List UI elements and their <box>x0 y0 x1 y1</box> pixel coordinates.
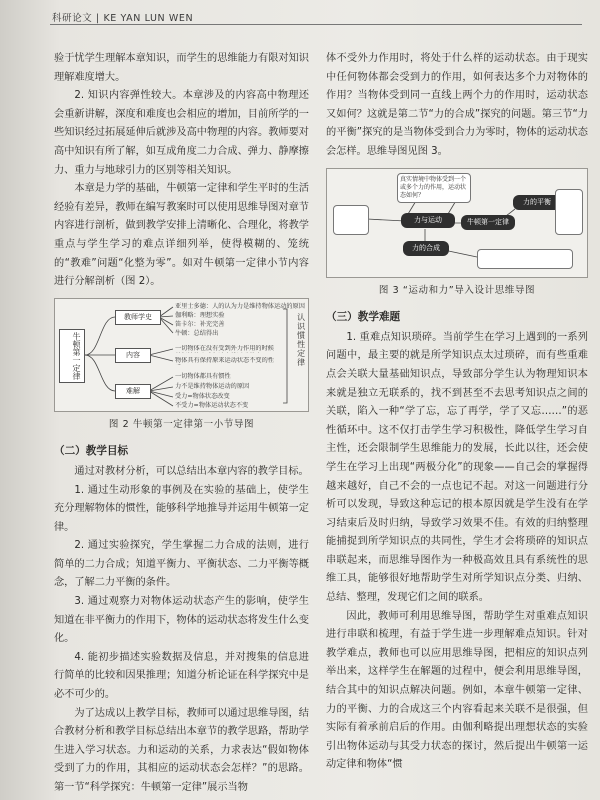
question-note: 真实情境中物体受到一个或多个力的作用，运动状态如何？ <box>397 173 471 203</box>
running-header: 科研论文 | KE YAN LUN WEN <box>52 13 194 24</box>
center-node: 力与运动 <box>401 213 455 228</box>
branch-node: 牛顿第一定律 <box>461 215 515 230</box>
leaf-text: 一切物体在没有受到外力作用的时候 <box>175 344 274 352</box>
note-box <box>333 205 369 235</box>
figure-caption: 图 3 “运动和力”导入设计思维导图 <box>378 284 536 296</box>
figure-2-mindmap <box>54 298 309 412</box>
paragraph: 体不受外力作用时，将处于什么样的运动状态。由于现实中任何物体都会受到力的作用，如何表达多个力对物体的作用？当物体受到同一直线上两个力的作用时，运动状态又如何？这就是第二节“力的合成”探究的问题。第三节“力的平衡”探究的是当物体受到合力为零时，物体的运动状态会怎样。思维导图见图 3。 <box>326 53 588 157</box>
paragraph: 2. 知识内容弹性较大。本章涉及的内容高中物理还会重新讲解，深度和难度也会相应的增加，目前所学的一些知识经过拓展延伸后就涉及高中物理的内容。教师要对高中知识有所了解，如互成角度二力合成、弹力、静摩擦力、重力与地球引力的区别等相关知识。 <box>54 90 309 176</box>
branch-node: 教师学史 <box>115 310 161 325</box>
branch-node: 力的合成 <box>403 241 449 256</box>
note-box <box>477 249 573 269</box>
figure-3-mindmap <box>326 168 588 278</box>
note-box <box>555 189 583 235</box>
paragraph: 3. 通过观察力对物体运动状态产生的影响，使学生知道在非平衡力的作用下，物体的运动状态将发生什么变化。 <box>54 596 309 645</box>
leaf-text: 笛卡尔：补充完善 <box>175 320 225 328</box>
paragraph: 1. 重难点知识琐碎。当前学生在学习上遇到的一系列问题中，最主要的就是所学知识点太过琐碎，而有些重难点会关联大量基础知识点，导致部分学生认为物理知识本来就是独立无联系的，找不到甚至不去思考知识点之间的关联，陷入一种“学了忘，忘了再学，学了又忘……”的恶性循环中。这不仅打击学生学习积极性，降低学生学习自主性，还会限制学生思维能力的发展，长此以往，还会使学生在学习上出现“两极分化”的现象——自己会的掌握得越来越好，自己不会的一点也记不起。对这一问题进行分析可以发现，导致这种忘记的根本原因就是学生没有在学习结束后及时归纳，导致学习效果不佳。有效的归纳整理能捕捉到所学知识点的共同性，学生才会将琐碎的知识点串联起来，而思维导图作为一种极高效且具有系统性的思维工具，能够很好地帮助学生对所学知识点分类、归纳、总结、整理，发现它们之间的联系。 <box>326 331 588 604</box>
paragraph: 2. 通过实验探究，学生掌握二力合成的法则，进行简单的二力合成；知道平衡力、平衡状态、二力平衡等概念，了解二力平衡的条件。 <box>54 540 309 589</box>
leaf-text: 牛顿：总结得出 <box>175 329 219 337</box>
right-column <box>326 50 588 775</box>
leaf-text: 物体具有保持原来运动状态不变的性 <box>175 356 274 364</box>
side-label: 认识惯性定律 <box>296 312 306 367</box>
branch-node: 内容 <box>115 348 151 363</box>
branch-node: 难解 <box>115 384 151 399</box>
branch-node: 力的平衡 <box>513 195 561 210</box>
paragraph: 1. 通过生动形象的事例及在实验的基础上，使学生充分理解物体的惯性，能够科学地推导并运用牛顿第一定律。 <box>54 484 309 533</box>
left-column <box>54 50 309 798</box>
paragraph: 为了达成以上教学目标，教师可以通过思维导图，结合教材分析和教学目标总结出本章节的教学思路，帮助学生进入学习状态。力和运动的关系，力求表达“假如物体受到了力的作用，其相应的运动状态会怎样？”的思路。第一节“科学探究：牛顿第一定律”展示当物 <box>54 707 309 793</box>
paragraph: 因此，教师可利用思维导图，帮助学生对重难点知识进行串联和梳理，有益于学生进一步理解难点知识。针对教学难点，教师也可以应用思维导图，把相应的知识点列举出来，这样学生在解题的过程中，便会利用思维导图，结合其中的知识点解决问题。例如，本章牛顿第一定律、力的平衡、力的合成这三个内容看起来关联不是很强，但实际有着承前启后的作用。由伽利略提出理想状态的实验引出物体运动与其受力状态的探讨，然后提出牛顿第一运动定律和物体“惯 <box>326 610 588 771</box>
leaf-text: 受力=物体状态改变 <box>175 392 230 400</box>
leaf-text: 力不是维持物体运动的原因 <box>175 382 250 390</box>
section-heading: （二）教学目标 <box>54 445 129 458</box>
section-heading: （三）教学难题 <box>326 311 401 324</box>
root-node: 牛顿第一定律 <box>59 329 85 383</box>
leaf-text: 亚里士多德：人的认为力是维持物体运动的原因 <box>175 302 305 310</box>
paragraph: 4. 能初步描述实验数据及信息，并对搜集的信息进行简单的比较和因果推理；知道分析论证在科学探究中是必不可少的。 <box>54 651 309 701</box>
header-rule <box>50 24 582 25</box>
paragraph: 通过对教材分析，可以总结出本章内容的教学目标。 <box>74 465 309 477</box>
paragraph: 验于忧学生理解本章知识，而学生的思维能力有限对知识理解难度增大。 <box>54 53 309 83</box>
figure-caption: 图 2 牛顿第一定律第一小节导图 <box>108 418 255 430</box>
leaf-text: 不受力=物体运动状态不变 <box>175 401 249 409</box>
leaf-text: 伽利略：理想实验 <box>175 311 225 319</box>
leaf-text: 一切物体都具有惯性 <box>175 372 231 380</box>
paragraph: 本章是力学的基础，牛顿第一定律和学生平时的生活经验有差异，教师在编写教案时可以使用思维导图对章节内容进行剖析，做到教学安排上清晰化、合理化，将教学重点与学生学习的难点详细列举，使得模糊的、笼统的“教难”问题“化整为零”。如对牛顿第一定律小节内容进行分解剖析（图 2）。 <box>54 183 309 288</box>
